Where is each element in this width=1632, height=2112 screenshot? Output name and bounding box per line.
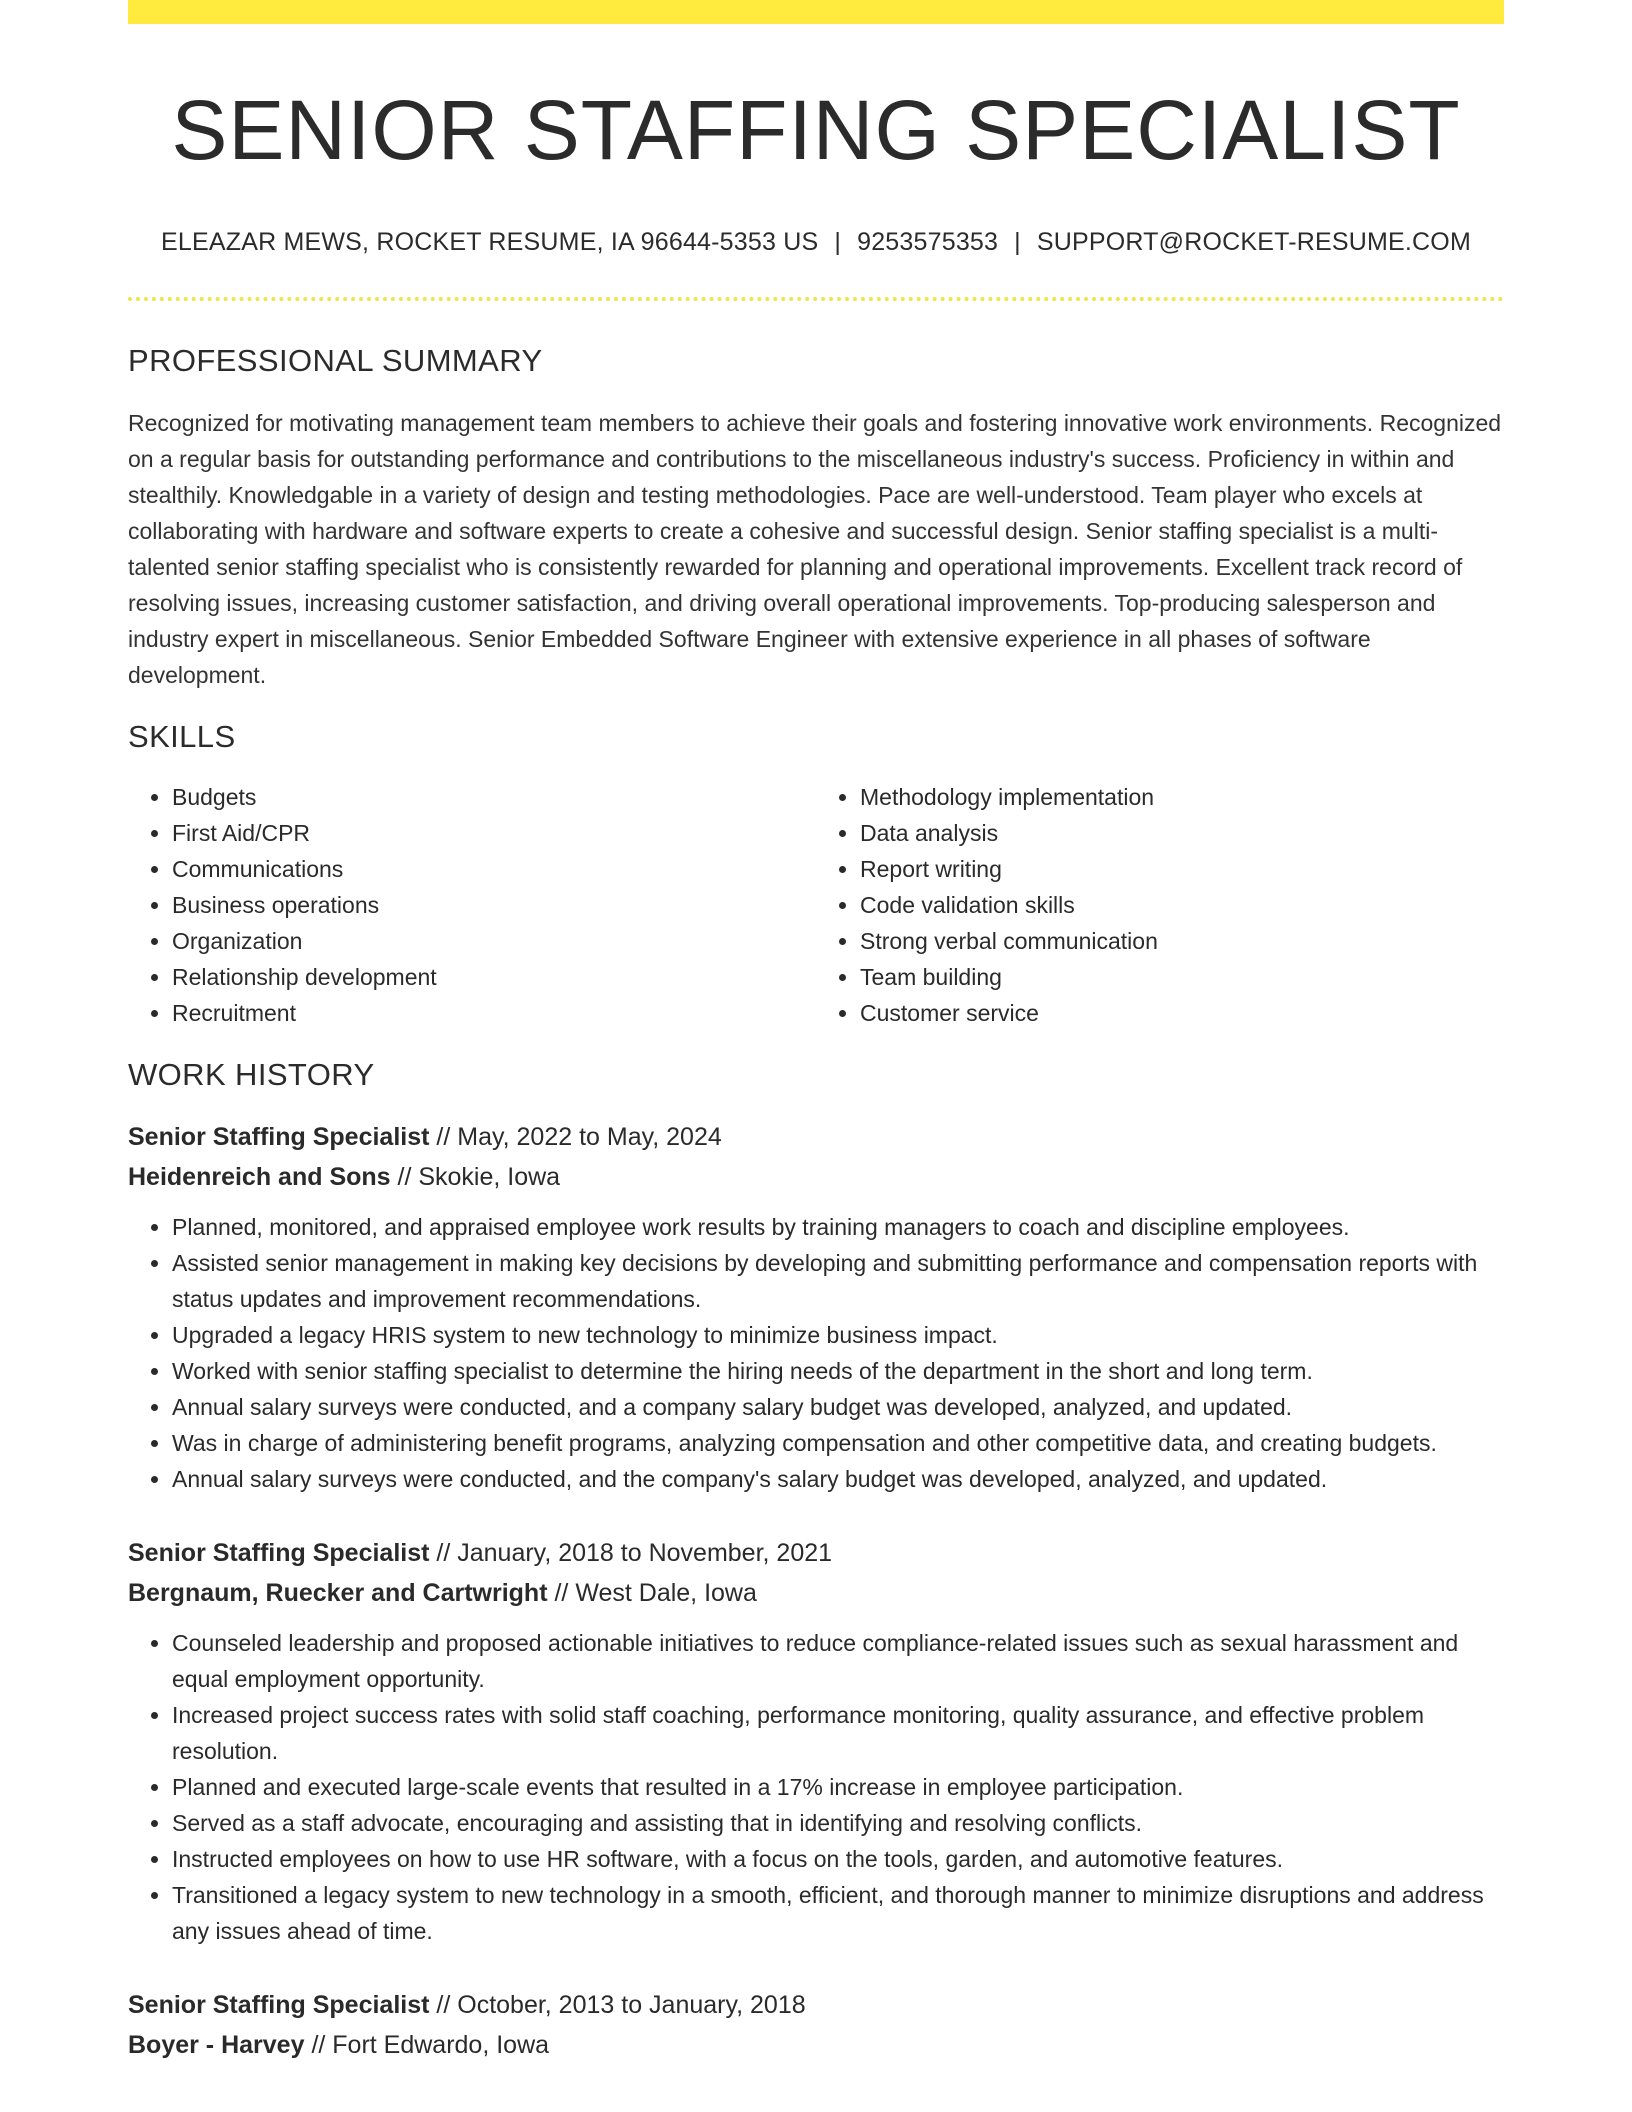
dotted-divider xyxy=(128,297,1504,301)
job-entry xyxy=(128,1117,1504,1497)
job-bullet: • Planned and executed large-scale events that resulted in a 17% increase in employee participation. xyxy=(172,1769,1504,1805)
skill-item: • First Aid/CPR xyxy=(172,815,816,851)
skill-item: • Methodology implementation xyxy=(860,779,1504,815)
contact-line xyxy=(128,228,1504,257)
skills-column-left xyxy=(128,779,816,1031)
job-location: // Skokie, Iowa xyxy=(397,1163,561,1192)
summary-text: Recognized for motivating management team members to achieve their goals and fostering innovative work environments. Recognized on a regular basis for outstanding performance and contributions to the miscellaneous industry's success. Proficiency in within and stealthily. Knowledgable in a variety of design and testing methodologies. Pace are well-understood. Team player who excels at collaborating with hardware and software experts to create a cohesive and successful design. Senior staffing specialist is a multi-talented senior staffing specialist who is consistently rewarded for planning and operational improvements. Excellent track record of resolving issues, increasing customer satisfaction, and driving overall operational improvements. Top-producing salesperson and industry expert in miscellaneous. Senior Embedded Software Engineer with extensive experience in all phases of software development. xyxy=(128,410,1502,689)
skill-item: • Communications xyxy=(172,851,816,887)
job-company-line xyxy=(128,2025,1504,2065)
contact-separator: | xyxy=(1014,228,1021,257)
job-title-line xyxy=(128,1985,1504,2025)
skill-item: • Strong verbal communication xyxy=(860,923,1504,959)
top-accent-bar xyxy=(128,0,1504,24)
job-bullet: • Counseled leadership and proposed actionable initiatives to reduce compliance-related issues such as sexual harassment and equal employment opportunity. xyxy=(172,1625,1504,1697)
job-bullet: • Annual salary surveys were conducted, and the company's salary budget was developed, analyzed, and updated. xyxy=(172,1461,1504,1497)
job-bullet: • Assisted senior management in making key decisions by developing and submitting performance and compensation reports with status updates and improvement recommendations. xyxy=(172,1245,1504,1317)
job-company: Bergnaum, Ruecker and Cartwright xyxy=(128,1579,548,1608)
resume-page xyxy=(128,0,1504,2065)
job-company-line xyxy=(128,1157,1504,1197)
job-bullet: • Planned, monitored, and appraised employee work results by training managers to coach and discipline employees. xyxy=(172,1209,1504,1245)
skill-item: • Budgets xyxy=(172,779,816,815)
skill-item: • Organization xyxy=(172,923,816,959)
job-entry xyxy=(128,1533,1504,1949)
job-dates: // October, 2013 to January, 2018 xyxy=(436,1991,806,2020)
skill-item: • Customer service xyxy=(860,995,1504,1031)
skill-item: • Data analysis xyxy=(860,815,1504,851)
job-bullets xyxy=(128,1209,1504,1497)
skill-item: • Report writing xyxy=(860,851,1504,887)
job-title-line xyxy=(128,1533,1504,1573)
job-bullet: • Worked with senior staffing specialist to determine the hiring needs of the department in the short and long term. xyxy=(172,1353,1504,1389)
resume-name-heading: SENIOR STAFFING SPECIALIST xyxy=(171,83,1461,177)
summary-heading: PROFESSIONAL SUMMARY xyxy=(128,343,543,379)
job-title: Senior Staffing Specialist xyxy=(128,1539,430,1568)
job-title: Senior Staffing Specialist xyxy=(128,1123,430,1152)
job-bullet: • Annual salary surveys were conducted, and a company salary budget was developed, analyzed, and updated. xyxy=(172,1389,1504,1425)
job-location: // Fort Edwardo, Iowa xyxy=(311,2031,550,2060)
skill-item: • Recruitment xyxy=(172,995,816,1031)
job-bullet: • Increased project success rates with solid staff coaching, performance monitoring, quality assurance, and effective problem resolution. xyxy=(172,1697,1504,1769)
job-dates: // January, 2018 to November, 2021 xyxy=(436,1539,833,1568)
contact-email: SUPPORT@ROCKET-RESUME.COM xyxy=(1036,228,1471,257)
job-company-line xyxy=(128,1573,1504,1613)
job-bullet: • Upgraded a legacy HRIS system to new technology to minimize business impact. xyxy=(172,1317,1504,1353)
contact-address: ELEAZAR MEWS, ROCKET RESUME, IA 96644-5353 US xyxy=(161,228,819,257)
job-bullets xyxy=(128,1625,1504,1949)
job-company: Boyer - Harvey xyxy=(128,2031,305,2060)
job-bullet: • Served as a staff advocate, encouraging and assisting that in identifying and resolving conflicts. xyxy=(172,1805,1504,1841)
skills-heading: SKILLS xyxy=(128,719,236,755)
job-dates: // May, 2022 to May, 2024 xyxy=(436,1123,722,1152)
skills-column-right xyxy=(816,779,1504,1031)
skills-list xyxy=(128,779,1504,1031)
job-bullet: • Transitioned a legacy system to new technology in a smooth, efficient, and thorough manner to minimize disruptions and address any issues ahead of time. xyxy=(172,1877,1504,1949)
skill-item: • Relationship development xyxy=(172,959,816,995)
contact-separator: | xyxy=(834,228,842,257)
skill-item: • Team building xyxy=(860,959,1504,995)
job-location: // West Dale, Iowa xyxy=(554,1579,757,1608)
skill-item: • Business operations xyxy=(172,887,816,923)
work-history-heading: WORK HISTORY xyxy=(128,1057,375,1093)
job-bullet: • Instructed employees on how to use HR software, with a focus on the tools, garden, and automotive features. xyxy=(172,1841,1504,1877)
job-title-line xyxy=(128,1117,1504,1157)
skill-item: • Code validation skills xyxy=(860,887,1504,923)
job-title: Senior Staffing Specialist xyxy=(128,1991,430,2020)
job-entry xyxy=(128,1985,1504,2065)
contact-phone: 9253575353 xyxy=(857,228,999,257)
job-bullet: • Was in charge of administering benefit programs, analyzing compensation and other competitive data, and creating budgets. xyxy=(172,1425,1504,1461)
job-company: Heidenreich and Sons xyxy=(128,1163,391,1192)
